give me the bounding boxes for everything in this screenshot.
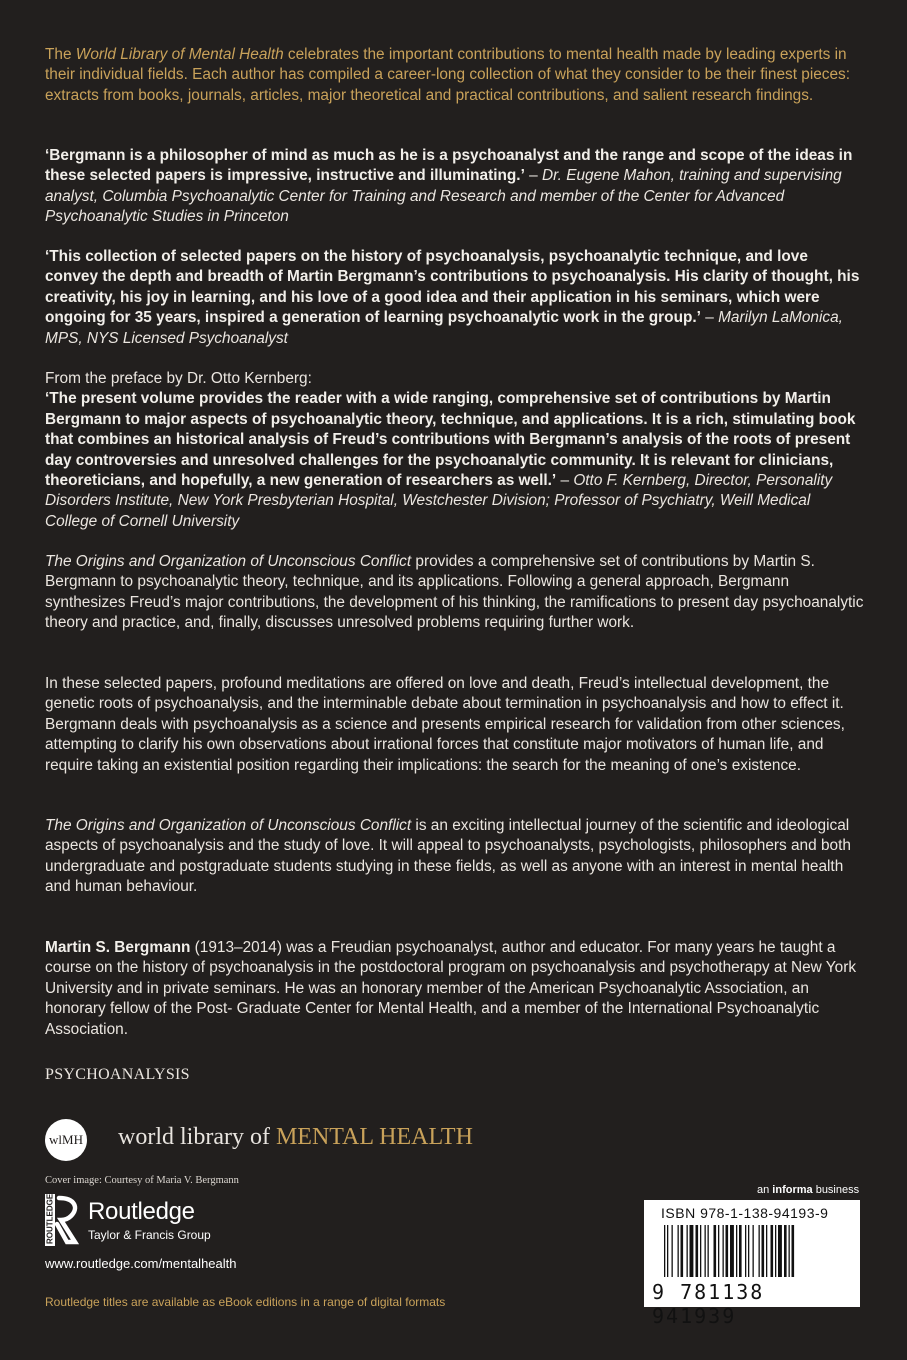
- book-title: The Origins and Organization of Unconscious Conflict: [45, 817, 412, 834]
- quote-attribution: Marilyn LaMonica, MPS, NYS Licensed Psychoanalyst: [45, 309, 843, 347]
- series-name-caps: MENTAL HEALTH: [275, 1124, 473, 1150]
- endorsement-mahon: [45, 146, 865, 228]
- description-3: [45, 816, 865, 898]
- subject-category: PSYCHOANALYSIS: [45, 1066, 190, 1083]
- barcode-bar: [762, 1225, 765, 1277]
- barcode-bar: [700, 1225, 701, 1277]
- logo-text: wlMH: [49, 1132, 83, 1147]
- preface-kernberg: [45, 369, 865, 532]
- bio-text: (1913–2014) was a Freudian psychoanalyst, author and educator. For many years he taught a course on the history of psychoanalysis in the postdoctoral program on psychoanalysis and psychotherapy at New York University and in private seminars. He was an honorary member of the American Psychoanalytic Association, an honorary fellow of the Post- Graduate Center for Mental Health, and a member of the International Psychoanalytic Association.: [45, 939, 857, 1038]
- barcode-bar: [672, 1225, 673, 1277]
- series-title: World Library of Mental Health: [75, 46, 284, 63]
- barcode-bar: [687, 1225, 688, 1277]
- author-bio: [45, 938, 865, 1040]
- barcode-bar: [766, 1225, 767, 1277]
- informa-prefix: an: [757, 1184, 773, 1196]
- informa-suffix: business: [812, 1184, 860, 1196]
- book-title: The Origins and Organization of Unconscious Conflict: [45, 553, 412, 570]
- barcode-bar: [759, 1225, 760, 1277]
- barcode-bar: [745, 1225, 746, 1277]
- dash: –: [700, 309, 719, 327]
- barcode-bar: [748, 1225, 749, 1277]
- series-name: [118, 1124, 473, 1151]
- dash: –: [524, 167, 542, 185]
- intro-prefix: The: [45, 46, 76, 63]
- publisher-name: Routledge: [88, 1198, 195, 1225]
- barcode-bar: [792, 1225, 795, 1277]
- cover-credit: Cover image: Courtesy of Maria V. Bergmann: [45, 1175, 239, 1186]
- ebook-note: Routledge titles are available as eBook editions in a range of digital formats: [45, 1295, 446, 1309]
- informa-brand: informa: [772, 1184, 813, 1196]
- description-2: [45, 674, 865, 776]
- barcode-bar: [789, 1225, 790, 1277]
- barcode-bar: [696, 1225, 699, 1277]
- description-1: [45, 552, 865, 634]
- barcode-bar: [778, 1225, 782, 1277]
- author-name: Martin S. Bergmann: [45, 939, 191, 956]
- publisher-website[interactable]: www.routledge.com/mentalhealth: [45, 1256, 237, 1271]
- isbn-label: ISBN 978-1-138-94193-9: [661, 1205, 829, 1221]
- barcode-bar: [667, 1225, 668, 1277]
- routledge-vertical-text: ROUTLEDGE: [45, 1194, 55, 1244]
- barcode-bar: [736, 1225, 737, 1277]
- quote-text: ‘This collection of selected papers on the history of psychoanalysis, psychoanalytic technique, and love convey the depth and breadth of Martin Bergmann’s contributions to psychoanalysis. His clarity of thought, his creativity, his joy in learning, and his love of a good idea and their application in his seminars, which were ongoing for 35 years, inspired a generation of learning psychoanalytic work in the group.’: [45, 248, 860, 327]
- isbn-barcode: [644, 1200, 860, 1328]
- barcode-bar: [678, 1225, 679, 1277]
- description-text: In these selected papers, profound meditations are offered on love and death, Freud’s intellectual development, the genetic roots of psychoanalysis, and the interminable debate about termination in psychoanalysis and how to effect it. Bergmann deals with psychoanalysis as a science and presents empirical research for validation from other sciences, attempting to clarify his own observations about irrational forces that constitute major motivators of human life, and require taking an existential position regarding their implications: the search for the meaning of one’s existence.: [45, 675, 845, 774]
- routledge-logo-icon: [45, 1194, 81, 1246]
- publisher-group: Taylor & Francis Group: [88, 1228, 211, 1242]
- barcode-bar: [771, 1225, 774, 1277]
- barcode-bar: [690, 1225, 694, 1277]
- barcode-bar: [730, 1225, 734, 1277]
- barcode-bar: [726, 1225, 729, 1277]
- barcode-bar: [708, 1225, 709, 1277]
- description-text: provides a comprehensive set of contributions by Martin S. Bergmann to psychoanalytic theory, technique, and its applications. Following a general approach, Bergmann synthesizes Freud’s major contributions, the development of his thinking, the ramifications to present day psychoanalytic theory and practice, and, finally, discusses unresolved problems requiring further work.: [45, 553, 864, 632]
- quote-attribution: Otto F. Kernberg, Director, Personality Disorders Institute, New York Presbyterian Hospital, Westchester Division; Professor of Psychiatry, Weill Medical College of Cornell University: [45, 472, 833, 530]
- barcode-bar: [753, 1225, 754, 1277]
- barcode-digits: 9 781138 941939: [652, 1280, 765, 1328]
- quote-text: ‘The present volume provides the reader with a wide ranging, comprehensive set of contributions by Martin Bergmann to major aspects of psychoanalytic theory, technique, and applications. It is a rich, stimulating book that combines an historical analysis of Freud’s contributions with Bergmann’s analysis of the roots of present day controversies and unresolved challenges for the psychoanalytic community. It is relevant for clinicians, theoreticians, and hopefully, a new generation of researchers as well.’: [45, 390, 856, 490]
- barcode-bar: [664, 1225, 665, 1277]
- barcode-bar: [739, 1225, 742, 1277]
- endorsement-lamonica: [45, 247, 865, 349]
- barcode-bar: [784, 1225, 787, 1277]
- barcode-bar: [714, 1225, 717, 1277]
- informa-tagline: [757, 1184, 859, 1196]
- barcode-bar: [705, 1225, 706, 1277]
- quote-text: ‘Bergmann is a philosopher of mind as much as he is a psychoanalyst and the range and scope of the ideas in these selected papers is impressive, instructive and illuminating.’: [45, 147, 853, 185]
- dash: –: [556, 472, 574, 490]
- barcode-bars: [664, 1225, 844, 1277]
- barcode-bar: [723, 1225, 724, 1277]
- description-text: is an exciting intellectual journey of the scientific and ideological aspects of psychoanalysis and the study of love. It will appeal to psychoanalysts, psychologists, philosophers and both undergraduate and postgraduate students studying in these fields, as well as anyone with an interest in mental health and human behaviour.: [45, 817, 851, 896]
- preface-lead: From the preface by Dr. Otto Kernberg:: [45, 370, 312, 387]
- barcode-bar: [775, 1225, 776, 1277]
- quote-attribution: Dr. Eugene Mahon, training and supervising analyst, Columbia Psychoanalytic Center for Training and Research and member of the Center for Advanced Psychoanalytic Studies in Princeton: [45, 167, 842, 226]
- barcode-bar: [681, 1225, 684, 1277]
- series-name-prefix: world library of: [118, 1124, 276, 1150]
- barcode-bar: [718, 1225, 719, 1277]
- series-intro: [45, 45, 865, 106]
- intro-text: celebrates the important contributions to mental health made by leading experts in their individual fields. Each author has compiled a career-long collection of what they consider to be their finest pieces: extracts from books, journals, articles, major theoretical and practical contributions, and salient research findings.: [45, 46, 851, 104]
- wlmh-logo-icon: [45, 1119, 87, 1161]
